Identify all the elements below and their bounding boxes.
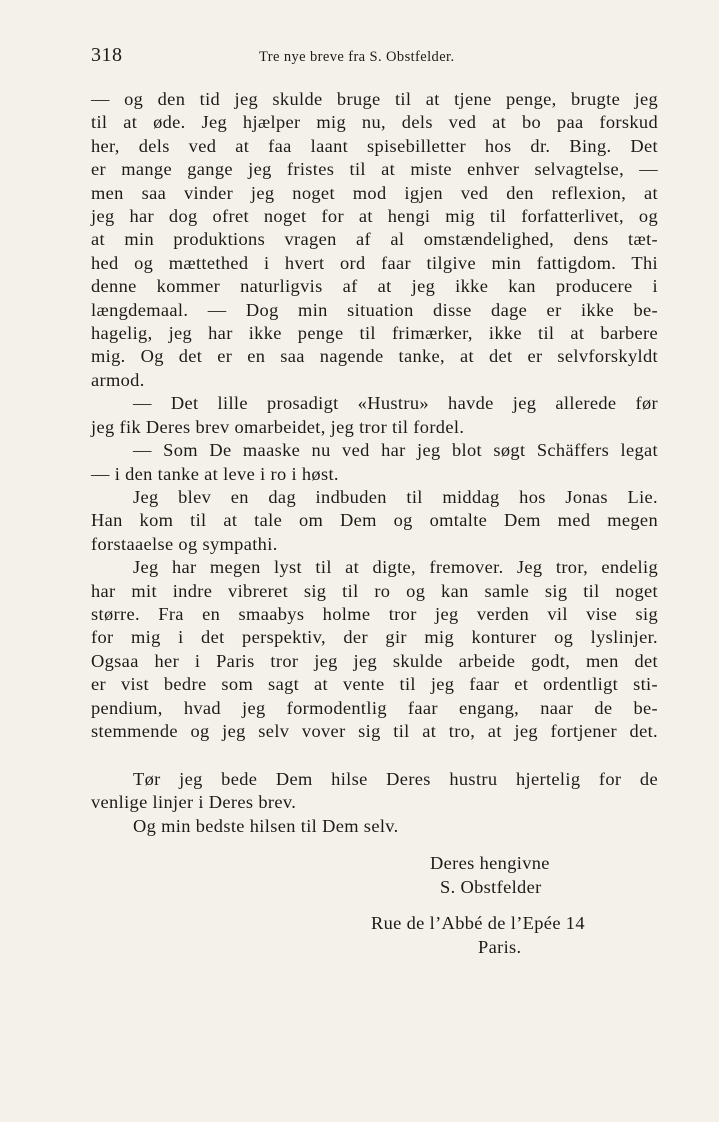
text-line: jeg har dog ofret noget for at hengi mig til forfatterlivet, og (91, 206, 658, 227)
running-title: Tre nye breve fra S. Obstfelder. (259, 49, 455, 65)
text-line: længdemaal. — Dog min situation disse dage er ikke be- (91, 299, 658, 320)
letter-closing (91, 768, 658, 838)
text-line: hagelig, jeg har ikke penge til frimærker, ikke til at barbere (91, 323, 658, 344)
text-line: — og den tid jeg skulde bruge til at tjene penge, brugte jeg (91, 89, 658, 109)
text-line: forstaaelse og sympathi. (91, 533, 278, 554)
signature-salutation: Deres hengivne (430, 853, 550, 873)
text-line: Og min bedste hilsen til Dem selv. (133, 815, 399, 836)
text-line: Ogsaa her i Paris tror jeg jeg skulde arbeide godt, men det (91, 650, 658, 671)
text-line: armod. (91, 369, 145, 390)
text-line: her, dels ved at faa laant spisebilletter hos dr. Bing. Det (91, 135, 658, 156)
text-line: Jeg blev en dag indbuden til middag hos Jonas Lie. (133, 486, 658, 507)
address-street: Rue de l’Abbé de l’Epée 14 (371, 913, 585, 933)
text-line: til at øde. Jeg hjælper mig nu, dels ved at bo paa forskud (91, 112, 658, 133)
text-line: for mig i det perspektiv, der gir mig konturer og lyslinjer. (91, 627, 658, 648)
text-line: men saa vinder jeg noget mod igjen ved den reflexion, at (91, 182, 658, 203)
text-line: stemmende og jeg selv vover sig til at tro, at jeg fortjener det. (91, 720, 658, 741)
signature-block (430, 852, 550, 899)
text-line: denne kommer naturligvis af at jeg ikke kan producere i (91, 276, 658, 297)
text-line: mig. Og det er en saa nagende tanke, at det er selvforskyldt (91, 346, 658, 367)
text-line: Han kom til at tale om Dem og omtalte Dem med megen (91, 510, 658, 531)
sender-address (371, 912, 671, 959)
text-line: Tør jeg bede Dem hilse Deres hustru hjertelig for de (133, 769, 658, 789)
text-line: — i den tanke at leve i ro i høst. (91, 463, 339, 484)
text-line: har mit indre vibreret sig til ro og kan samle sig til noget (91, 580, 658, 601)
text-line: hed og mættethed i hvert ord faar tilgive min fattigdom. Thi (91, 252, 658, 273)
text-line: — Det lille prosadigt «Hustru» havde jeg allerede før (133, 393, 658, 414)
address-city: Paris. (478, 936, 522, 957)
signature-name: S. Obstfelder (440, 876, 542, 897)
text-line: jeg fik Deres brev omarbeidet, jeg tror til fordel. (91, 416, 465, 437)
text-line: — Som De maaske nu ved har jeg blot søgt Schäffers legat (133, 440, 658, 461)
text-line: Jeg har megen lyst til at digte, fremover. Jeg tror, endelig (133, 557, 658, 578)
text-line: venlige linjer i Deres brev. (91, 792, 297, 813)
text-line: er mange gange jeg fristes til at miste enhver selvagtelse, — (91, 159, 658, 180)
letter-body (91, 88, 658, 743)
text-line: er vist bedre som sagt at vente til jeg faar et ordentligt sti- (91, 674, 658, 695)
text-line: at min produktions vragen af al omstændelighed, dens tæt- (91, 229, 658, 250)
page-number: 318 (91, 44, 123, 66)
running-head (91, 44, 660, 74)
text-line: større. Fra en smaabys holme tror jeg verden vil vise sig (91, 603, 658, 624)
text-line: pendium, hvad jeg formodentlig faar engang, naar de be- (91, 697, 658, 718)
